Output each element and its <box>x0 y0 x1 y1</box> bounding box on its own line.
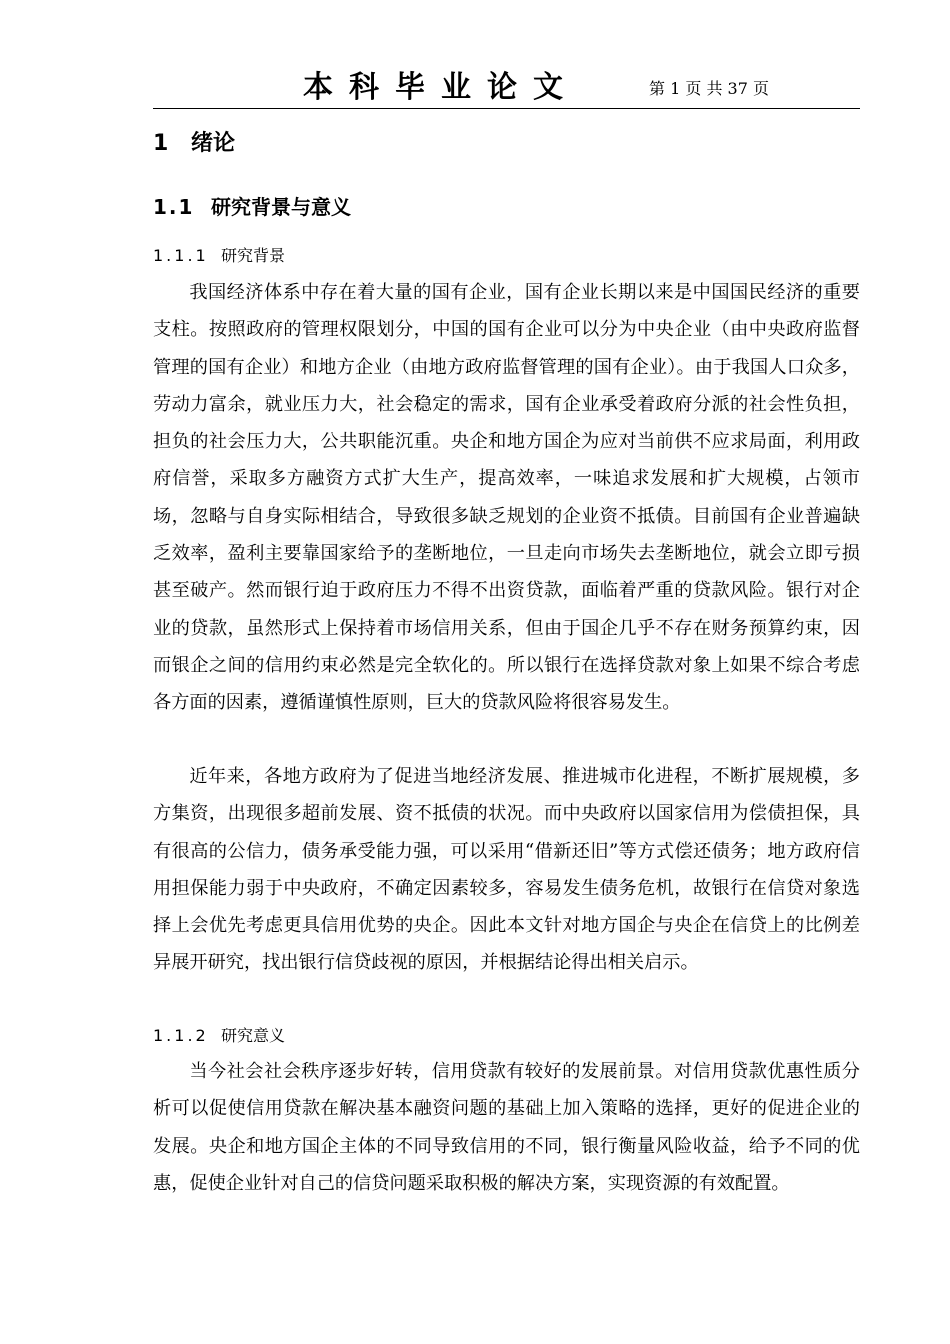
subsection-title: 研究意义 <box>221 1026 286 1045</box>
page-header <box>153 66 860 109</box>
page-number-info: 第 1 页 共 37 页 <box>649 79 769 98</box>
subsection-heading-significance <box>153 1023 285 1049</box>
section-number: 1.1 <box>153 195 195 219</box>
subsection-heading-background <box>153 243 285 269</box>
body-paragraph: 近年来，各地方政府为了促进当地经济发展、推进城市化进程，不断扩展规模，多方集资，出现很多超前发展、资不抵债的状况。而中央政府以国家信用为偿债担保，具有很高的公信力，债务承受能力强，可以采用“借新还旧”等方式偿还债务；地方政府信用担保能力弱于中央政府，不确定因素较多，容易发生债务危机，故银行在信贷对象选择上会优先考虑更具信用优势的央企。因此本文针对地方国企与央企在信贷上的比例差异展开研究，找出银行信贷歧视的原因，并根据结论得出相关启示。 <box>153 766 860 974</box>
body-paragraph: 当今社会社会秩序逐步好转，信用贷款有较好的发展前景。对信用贷款优惠性质分析可以促使信用贷款在解决基本融资问题的基础上加入策略的选择，更好的促进企业的发展。央企和地方国企主体的不同导致信用的不同，银行衡量风险收益，给予不同的优惠，促使企业针对自己的信贷问题采取积极的解决方案，实现资源的有效配置。 <box>153 1061 860 1194</box>
subsection-number: 1.1.2 <box>153 1026 209 1045</box>
chapter-heading <box>153 128 235 160</box>
subsection-number: 1.1.1 <box>153 246 209 265</box>
section-heading <box>153 192 351 222</box>
section-title: 研究背景与意义 <box>211 195 351 219</box>
chapter-number: 1 <box>153 131 169 156</box>
subsection-title: 研究背景 <box>221 246 286 265</box>
header-title: 本科毕业论文 <box>303 70 579 105</box>
body-paragraph: 我国经济体系中存在着大量的国有企业，国有企业长期以来是中国国民经济的重要支柱。按照政府的管理权限划分，中国的国有企业可以分为中央企业（由中央政府监督管理的国有企业）和地方企业（由地方政府监督管理的国有企业）。由于我国人口众多，劳动力富余，就业压力大，社会稳定的需求，国有企业承受着政府分派的社会性负担，担负的社会压力大，公共职能沉重。央企和地方国企为应对当前供不应求局面，利用政府信誉，采取多方融资方式扩大生产，提高效率，一味追求发展和扩大规模，占领市场，忽略与自身实际相结合，导致很多缺乏规划的企业资不抵债。目前国有企业普遍缺乏效率，盈利主要靠国家给予的垄断地位，一旦走向市场失去垄断地位，就会立即亏损甚至破产。然而银行迫于政府压力不得不出资贷款，面临着严重的贷款风险。银行对企业的贷款，虽然形式上保持着市场信用关系，但由于国企几乎不存在财务预算约束，因而银企之间的信用约束必然是完全软化的。所以银行在选择贷款对象上如果不综合考虑各方面的因素，遵循谨慎性原则，巨大的贷款风险将很容易发生。 <box>153 282 860 714</box>
chapter-title: 绪论 <box>191 131 236 156</box>
